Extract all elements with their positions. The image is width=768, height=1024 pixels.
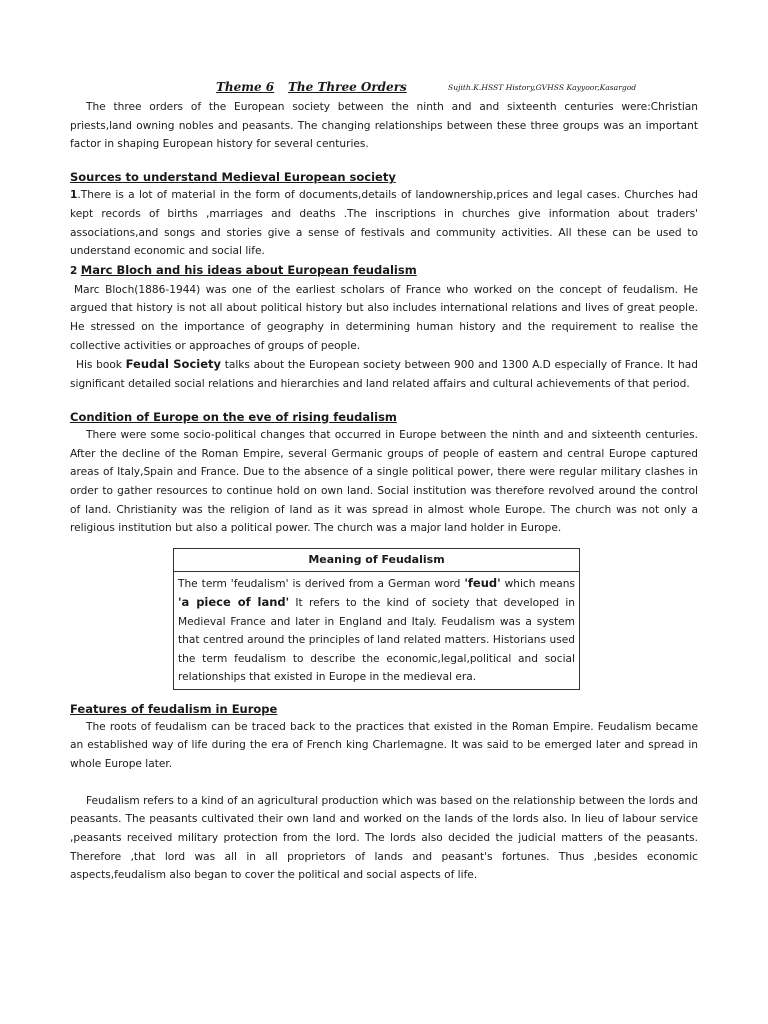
sources-text: .There is a lot of material in the form of documents,details of landownership,prices and legal cases. Churches had kept records of births ,marriages and deaths .The inscriptions in churches give information about traders' associations,and songs and stories give a sense of festivals and community activities. All these can be used to understand economic and social life. (70, 189, 698, 258)
features-paragraph-1: The roots of feudalism can be traced back to the practices that existed in the Roman Empire. Feudalism became an established way of life during the era of French king Charlemagne. It was said to be emerged later and spread in whole Europe later. (70, 720, 698, 770)
sources-heading: Sources to understand Medieval European society (70, 170, 396, 185)
bloch-paragraph-1: Marc Bloch(1886-1944) was one of the earliest scholars of France who worked on the concept of feudalism. He argued that history is not all about political history but also includes international relations and lives of great people. He stressed on the importance of geography in determining human history and the requirement to realise the collective activities or approaches of groups of people. (70, 283, 698, 352)
intro-paragraph: The three orders of the European society between the ninth and and sixteenth centuries were:Christian priests,land owning nobles and peasants. The changing relationships between these three groups was an important factor in shaping European history for several centuries. (70, 101, 698, 151)
features-heading: Features of feudalism in Europe (70, 701, 278, 716)
meaning-box-body (174, 572, 579, 688)
condition-paragraph: There were some socio-political changes that occurred in Europe between the ninth and and sixteenth centuries. After the decline of the Roman Empire, several Germanic groups of people of eastern and central Europe captured areas of Italy,Spain and France. Due to the absence of a single political power, there were regular military clashes in order to gather resources to continue hold on own land. Social institution was therefore revolved around the control of land. Christianity was the religion of land as it was spread in almost whole Europe. The church was not only a religious institution but also a political power. The church was a major land holder in Europe. (70, 428, 698, 535)
features-paragraph-2: Feudalism refers to a kind of an agricultural production which was based on the relationship between the lords and peasants. The peasants cultivated their own land and worked on the lands of the lords also. In lieu of labour service ,peasants received military protection from the lord. The lords also decided the judicial matters of the peasants. Therefore ,that lord was all in all proprietors of lands and peasant's fortunes. Thus ,besides economic aspects,feudalism also began to cover the political and social aspects of life. (70, 794, 698, 882)
sources-paragraph (70, 186, 698, 261)
author-line: Sujith.K.HSST History,GVHSS Kayyoor,Kasargod (448, 83, 637, 92)
bloch-book-pre: His book (76, 359, 126, 372)
condition-heading: Condition of Europe on the eve of rising feudalism (70, 409, 397, 424)
book-title: Feudal Society (125, 357, 222, 372)
meaning-mid: which means (500, 578, 575, 591)
piece-of-land: 'a piece of land' (178, 595, 290, 610)
feud-word: 'feud' (464, 576, 501, 591)
page-title: The Three Orders (288, 80, 407, 94)
title-row (70, 78, 698, 98)
document-page (70, 78, 698, 885)
sources-number: 1 (70, 189, 78, 202)
meaning-pre: The term 'feudalism' is derived from a German word (178, 578, 465, 591)
bloch-paragraph-2 (70, 355, 698, 393)
theme-number: Theme 6 (216, 80, 275, 94)
meaning-post: It refers to the kind of society that developed in Medieval France and later in England and Italy. Feudalism was a system that centred around the principles of land related matters. Historians used the term feudalism to describe the economic,legal,political and social relationships that existed in Europe in the medieval era. (178, 597, 575, 684)
meaning-box-heading: Meaning of Feudalism (174, 549, 579, 572)
bloch-heading: Marc Bloch and his ideas about European feudalism (80, 262, 417, 277)
bloch-heading-line (70, 261, 698, 281)
bloch-book-post: talks about the European society between 900 and 1300 A.D especially of France. It had significant detailed social relations and hierarchies and land related affairs and cultural achievements of that period. (70, 359, 698, 391)
meaning-of-feudalism-box (173, 548, 580, 689)
bloch-number: 2 (70, 264, 78, 277)
